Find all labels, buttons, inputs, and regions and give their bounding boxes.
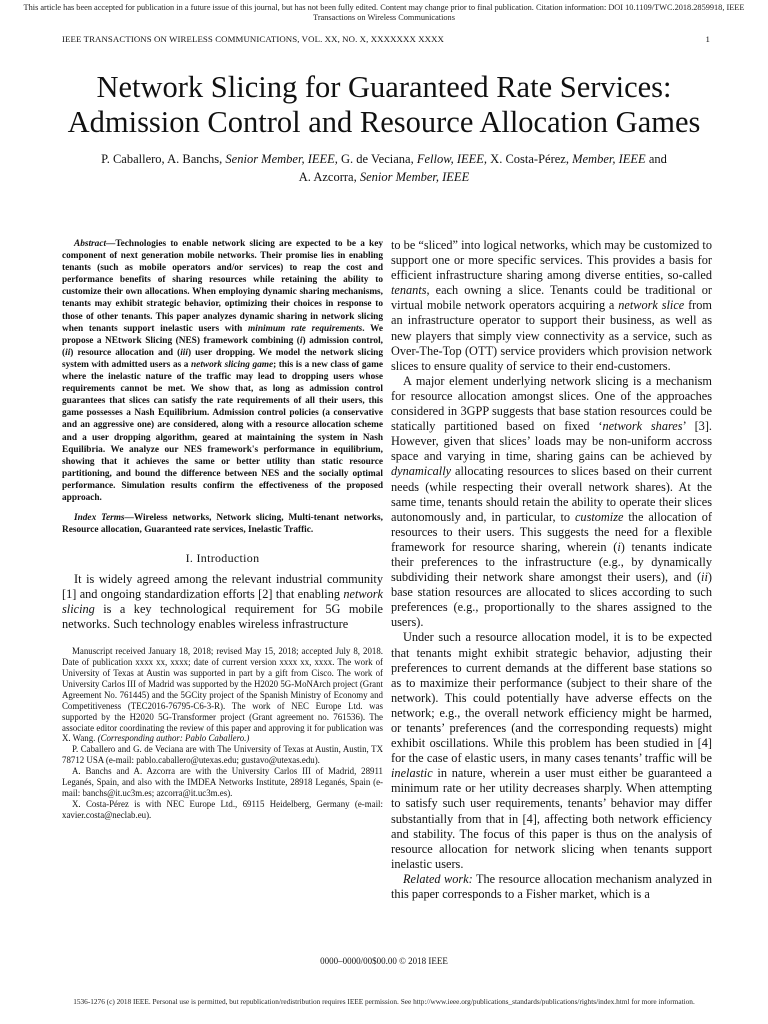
running-header <box>62 34 710 44</box>
body-text: the allocation of resources to their users. This suggests the need for a flexible framework for resource sharing, wherein ( <box>391 509 712 554</box>
abstract-enum: i <box>299 335 303 346</box>
right-column <box>391 238 712 902</box>
author-role: Fellow, IEEE, <box>416 152 488 166</box>
paper-title <box>40 70 728 140</box>
paragraph-heading: Related work: <box>403 871 473 886</box>
author-text: and <box>645 152 667 166</box>
footnote-affiliation: P. Caballero and G. de Veciana are with The University of Texas at Austin, Austin, TX 78712 USA (e-mail: pablo.caballero@utexas.edu; gustavo@utexas.edu). <box>62 744 383 766</box>
body-text: in nature, wherein a user must either be guaranteed a minimum rate or her utility decreases sharply. When attempting to satisfy such user requirements, tenants’ behavior may differ substantially from that in [4], affecting both network efficiency and stability. The focus of this paper is thus on the analysis of resource allocation for network slicing when tenants support inelastic users. <box>391 766 712 871</box>
author-role: Member, IEEE <box>572 152 646 166</box>
body-text: Under such a resource allocation model, it is to be expected that tenants might exhibit strategic behavior, adjusting their preferences to current demands at the different base stations so as to maximize their performance (subject to their share of the network). This could potentially have adverse effects on the network; e.g., the overall network efficiency might be harmed, or tenants’ preferences (and the corresponding requests) might exhibit oscillations. While this problem has been studied in [4] for the case of elastic users, in many cases tenants’ traffic will be <box>391 630 712 766</box>
body-emphasis: dynamically <box>391 464 452 479</box>
body-text: allocating resources to slices based on their current needs (while respecting their overall network shares). At the same time, tenants should retain the ability to operate their slices autonomously and, in particular, to <box>391 464 712 524</box>
footnotes <box>62 646 383 821</box>
author-text: P. Caballero, A. Banchs, <box>101 152 226 166</box>
body-text: ) base station resources are allocated to slices according to such preferences (e.g., proportionally to the shares assigned to the users). <box>391 570 712 630</box>
left-column <box>62 238 383 821</box>
author-text: A. Azcorra, <box>298 170 360 184</box>
abstract-text: ) user dropping. We model the network slicing system with admitted users as a <box>62 347 383 370</box>
journal-name: IEEE TRANSACTIONS ON WIRELESS COMMUNICATIONS, VOL. XX, NO. X, XXXXXXX XXXX <box>62 34 445 44</box>
body-text: A major element underlying network slicing is a mechanism for resource allocation amongst slices. One of the approaches considered in 3GPP suggests that base station resources could be statically partitioned based on fixed ‘ <box>391 373 712 434</box>
abstract-text: —Technologies to enable network slicing are expected to be a key component of next generation mobile networks. Their promise lies in enabling tenants (such as mobile operators and/or services) to reap the cost and performance benefits of sharing resources while retaining the ability to customize their own allocations. When employing dynamic sharing mechanisms, tenants may exhibit strategic behavior, optimizing their choices in response to those of other tenants. This paper analyzes dynamic sharing in network slicing when tenants support inelastic users with <box>62 239 383 334</box>
acceptance-banner: This article has been accepted for publication in a future issue of this journal, but has not been fully edited. Content may change prior to final publication. Citation information: DOI 10.1109/TWC.2018.2859918, IEEE Transactions on Wireless Communications <box>23 3 745 22</box>
abstract-label: Abstract <box>74 239 107 249</box>
body-text: ) tenants indicate their preferences to the infrastructure (e.g., by dynamically subdividing their network share amongst their users), and ( <box>391 539 712 585</box>
abstract <box>62 238 383 504</box>
author-list <box>50 150 718 186</box>
abstract-emphasis: minimum rate requirements <box>248 323 363 334</box>
intro-paragraph <box>62 572 383 632</box>
body-emphasis: network slicing <box>62 586 383 617</box>
body-text: from an infrastructure operator to support their business, as well as new players that simply view connectivity as a service, such as Over-The-Top (OTT) service providers which provision network slices to ensure quality of service to their end-customers. <box>391 298 712 373</box>
body-paragraph <box>391 630 712 872</box>
body-text: , each owning a slice. Tenants could be traditional or virtual mobile network operators acquiring a <box>391 283 712 313</box>
index-terms-label: Index Terms <box>74 513 125 524</box>
body-emphasis: network shares <box>602 419 683 434</box>
footnote-manuscript <box>62 646 383 744</box>
title-line-2: Admission Control and Resource Allocation Games <box>67 105 701 139</box>
abstract-enum: iii <box>180 347 188 358</box>
body-text: is a key technological requirement for 5G mobile networks. Such technology enables wireless infrastructure <box>62 602 383 632</box>
body-enum: ii <box>701 570 708 585</box>
abstract-text: ) resource allocation and ( <box>70 347 181 358</box>
body-paragraph <box>391 872 712 902</box>
body-text: It is widely agreed among the relevant industrial community [1] and ongoing standardization efforts [2] that enabling <box>62 571 383 601</box>
abstract-text: . We propose a NEtwork Slicing (NES) framework combining ( <box>62 323 384 346</box>
abstract-enum: ii <box>65 347 71 358</box>
page-number: 1 <box>705 34 710 44</box>
footnote-affiliation: A. Banchs and A. Azcorra are with the University Carlos III of Madrid, 28911 Leganés, Spain, and also with the IMDEA Networks Institute, 28918 Leganés, Spain (e-mail: banchs@it.uc3m.es; azcorra@it.uc3m.es). <box>62 766 383 798</box>
body-emphasis: network slice <box>618 298 685 313</box>
index-terms <box>62 512 383 536</box>
index-terms-text: —Wireless networks, Network slicing, Multi-tenant networks, Resource allocation, Guaranteed rate services, Inelastic Traffic. <box>62 513 383 536</box>
section-heading: I. Introduction <box>185 551 260 566</box>
title-line-1: Network Slicing for Guaranteed Rate Services: <box>96 70 672 104</box>
footnote-emphasis: (Corresponding author: Pablo Caballero.) <box>97 733 250 744</box>
author-line-2 <box>50 168 718 186</box>
abstract-text: ) admission control, ( <box>62 335 383 358</box>
body-text: The resource allocation mechanism analyzed in this paper corresponds to a Fisher market, which is a <box>391 871 713 902</box>
body-emphasis: customize <box>574 509 624 524</box>
body-text: ’ [3]. However, given that slices’ loads may be non-uniform accross space and varying in time, sharing gains can be achieved by <box>391 419 712 464</box>
body-text: to be “sliced” into logical networks, which may be customized to support one or more specific services. This provides a basis for efficient infrastructure sharing among diverse entities, so-called <box>391 238 712 283</box>
footnote-affiliation: X. Costa-Pérez is with NEC Europe Ltd., 69115 Heidelberg, Germany (e-mail: xavier.costa@neclab.eu). <box>62 798 383 820</box>
footnote-text: Manuscript received January 18, 2018; revised May 15, 2018; accepted July 8, 2018. Date of publication xxxx xx, xxxx; date of current version xxxx xx, xxxx. The work of University of Texas at Austin was supported in part by a gift from Cisco. The work of University Carlos III of Madrid was supported by the H2020 5G-MoNArch project (Grant Agreement No. 761445) and the 5GCity project of the Spanish Ministry of Economy and Competitiveness (TEC2016-76795-C6-3-R). The work of NEC Europe Ltd. was supported by the H2020 5G-Transformer project (Grant agreement no. 761536). The associate editor coordinating the review of this paper and approving it for publication was X. Wang. <box>62 646 383 744</box>
body-emphasis: inelastic <box>391 766 433 781</box>
abstract-text: ; this is a new class of game where the inelastic nature of the traffic may lead to dropping users whose requirements cannot be met. We show that, as long as admission control guarantees that slices can satisfy the rate requirements of all their users, this game possesses a Nash Equilibrium. Admission control policies (a conservative and an aggressive one) are considered, along with a resource allocation scheme and a user dropping algorithm, geared at maintaining the system in Nash Equilibria. We analyze our NES framework's performance in equilibrium, showing that it achieves the same or better utility than static resource partitioning, and bound the difference between NES and the socially optimal performance. Simulation results confirm the effectiveness of the proposed approach. <box>62 359 383 503</box>
body-enum: i <box>617 539 621 554</box>
copyright-line: 0000–0000/00$00.00 © 2018 IEEE <box>320 956 448 966</box>
author-text: X. Costa-Pérez, <box>487 152 573 166</box>
abstract-emphasis: network slicing game <box>191 359 274 370</box>
body-paragraph <box>391 374 712 631</box>
author-text: G. de Veciana, <box>337 152 417 166</box>
body-paragraph <box>391 238 712 374</box>
author-line-1 <box>50 150 718 168</box>
body-emphasis: tenants <box>391 283 427 298</box>
bottom-permission-notice: 1536-1276 (c) 2018 IEEE. Personal use is permitted, but republication/redistribution requires IEEE permission. See http://www.ieee.org/publications_standards/publications/rights/index.html for more information. <box>73 997 695 1006</box>
author-role: Senior Member, IEEE <box>359 170 470 184</box>
author-role: Senior Member, IEEE, <box>225 152 338 166</box>
